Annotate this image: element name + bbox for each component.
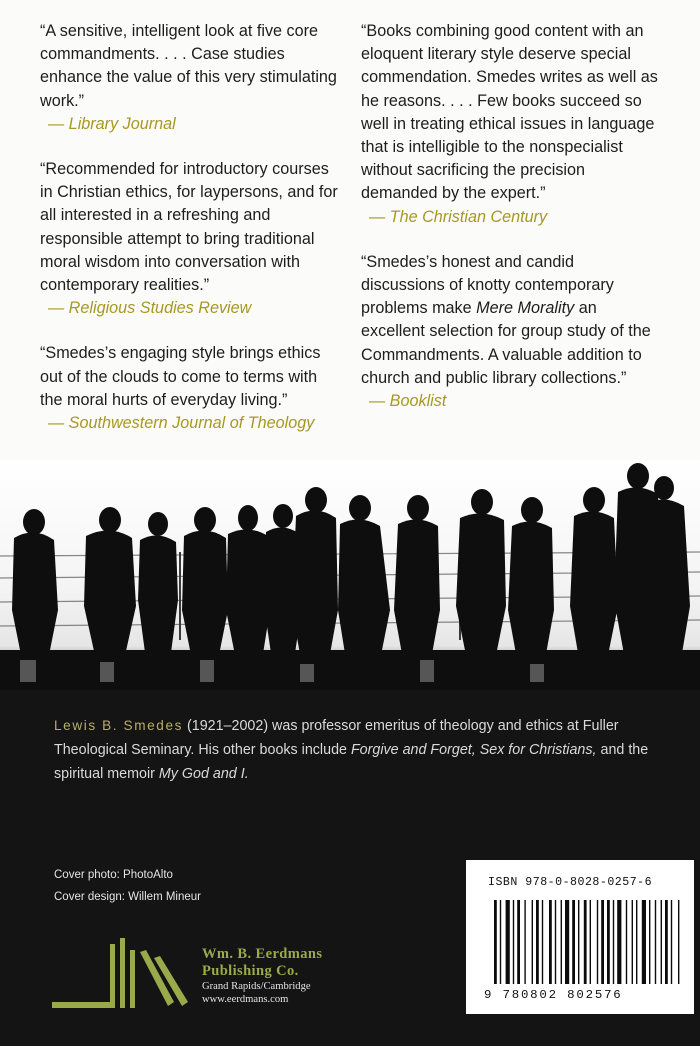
barcode-bar: [549, 900, 552, 984]
photo-credit: Cover photo: PhotoAlto: [54, 869, 173, 881]
author-name: Lewis B. Smedes: [54, 718, 184, 733]
barcode-bar: [607, 900, 610, 984]
barcode-bar: [626, 900, 627, 984]
silhouette-crowd-photo: [0, 460, 700, 692]
barcode-number: 9 780802 802576: [484, 988, 623, 1002]
barcode-bar: [597, 900, 598, 984]
barcode-bar: [565, 900, 569, 984]
review-quote-text: an excellent selection for group study of the Commandments. A valuable addition to church and public library collections.”: [361, 299, 651, 387]
review-source: — Booklist: [369, 392, 447, 411]
review-quote-text: “Smedes’s honest and candid discussions of knotty contemporary problems make: [361, 252, 614, 318]
publisher-name: Wm. B. Eerdmans: [202, 946, 323, 962]
barcode-bar: [536, 900, 539, 984]
cover-credits: [54, 864, 201, 908]
review-quote: “Books combining good content with an eloquent literary style deserve special commendation. Smedes writes as well as he reasons. . . . Few books succeed so well in treating ethical issues in language that is intelligible to the nonspecialist without sacrificing the precision demanded by the expert.”: [361, 22, 658, 203]
barcode-bar: [555, 900, 556, 984]
barcode-bar: [601, 900, 604, 984]
barcode-bar: [632, 900, 633, 984]
reviews-column-right: [361, 20, 661, 435]
barcode-bar: [578, 900, 579, 984]
review-source: — Religious Studies Review: [48, 299, 252, 318]
bio-text: (1921–2002) was professor emeritus of theology and ethics at Fuller Theological Seminary. His other books include: [54, 718, 619, 758]
author-bio: [54, 714, 684, 786]
reviews-column-left: [40, 20, 340, 457]
review: [40, 342, 340, 435]
reviews-section: [0, 0, 700, 460]
barcode-bar: [572, 900, 575, 984]
author-band: [0, 690, 700, 1046]
publisher-url: www.eerdmans.com: [202, 994, 289, 1005]
isbn-label: ISBN 978-0-8028-0257-6: [488, 876, 653, 889]
review-source: — Library Journal: [48, 114, 176, 133]
barcode-bar: [642, 900, 646, 984]
barcode-bar: [500, 900, 501, 984]
barcode-bar: [542, 900, 543, 984]
publisher-name: Publishing Co.: [202, 963, 299, 979]
barcode-bar: [671, 900, 672, 984]
design-credit: Cover design: Willem Mineur: [54, 891, 201, 903]
isbn-barcode: [466, 860, 694, 1014]
review: [361, 20, 661, 229]
barcode-bar: [584, 900, 587, 984]
barcode-bar: [678, 900, 679, 984]
review-source: — Southwestern Journal of Theology: [48, 414, 315, 433]
barcode-bar: [513, 900, 514, 984]
review-quote: “A sensitive, intelligent look at five core commandments. . . . Case studies enhance the value of this very stimulating work.”: [40, 22, 337, 110]
review: [361, 251, 661, 413]
review-quote: “Smedes’s engaging style brings ethics out of the clouds to come to terms with the moral hurts of everyday living.”: [40, 344, 321, 409]
publisher-block: [202, 946, 322, 1006]
barcode-bar: [649, 900, 650, 984]
book-title: Forgive and Forget,: [350, 742, 476, 758]
publisher-location: Grand Rapids/Cambridge: [202, 981, 311, 992]
book-title: Mere Morality: [476, 299, 575, 318]
bio-text: and the spiritual memoir: [54, 742, 649, 782]
barcode-bar: [636, 900, 637, 984]
book-title: My God and I.: [158, 766, 249, 782]
barcode-bar: [561, 900, 562, 984]
barcode-bar: [655, 900, 656, 984]
barcode-bar: [661, 900, 662, 984]
barcode-bar: [517, 900, 520, 984]
barcode-bar: [506, 900, 510, 984]
review-source: — The Christian Century: [369, 207, 548, 226]
barcode-bar: [665, 900, 668, 984]
barcode-bar: [617, 900, 621, 984]
review-quote: “Recommended for introductory courses in Christian ethics, for laypersons, and for all interested in a refreshing and responsible attempt to bring traditional moral wisdom into conversation with contemporary realities.”: [40, 160, 338, 295]
book-title: Sex for Christians,: [479, 742, 597, 758]
barcode-bar: [590, 900, 591, 984]
barcode-bar: [613, 900, 614, 984]
barcode-bar: [524, 900, 525, 984]
review: [40, 20, 340, 136]
review-quote: [361, 251, 661, 390]
barcode-bar: [532, 900, 533, 984]
review: [40, 158, 340, 320]
barcode-bar: [494, 900, 497, 984]
publisher-logo-icon: [52, 936, 192, 1012]
